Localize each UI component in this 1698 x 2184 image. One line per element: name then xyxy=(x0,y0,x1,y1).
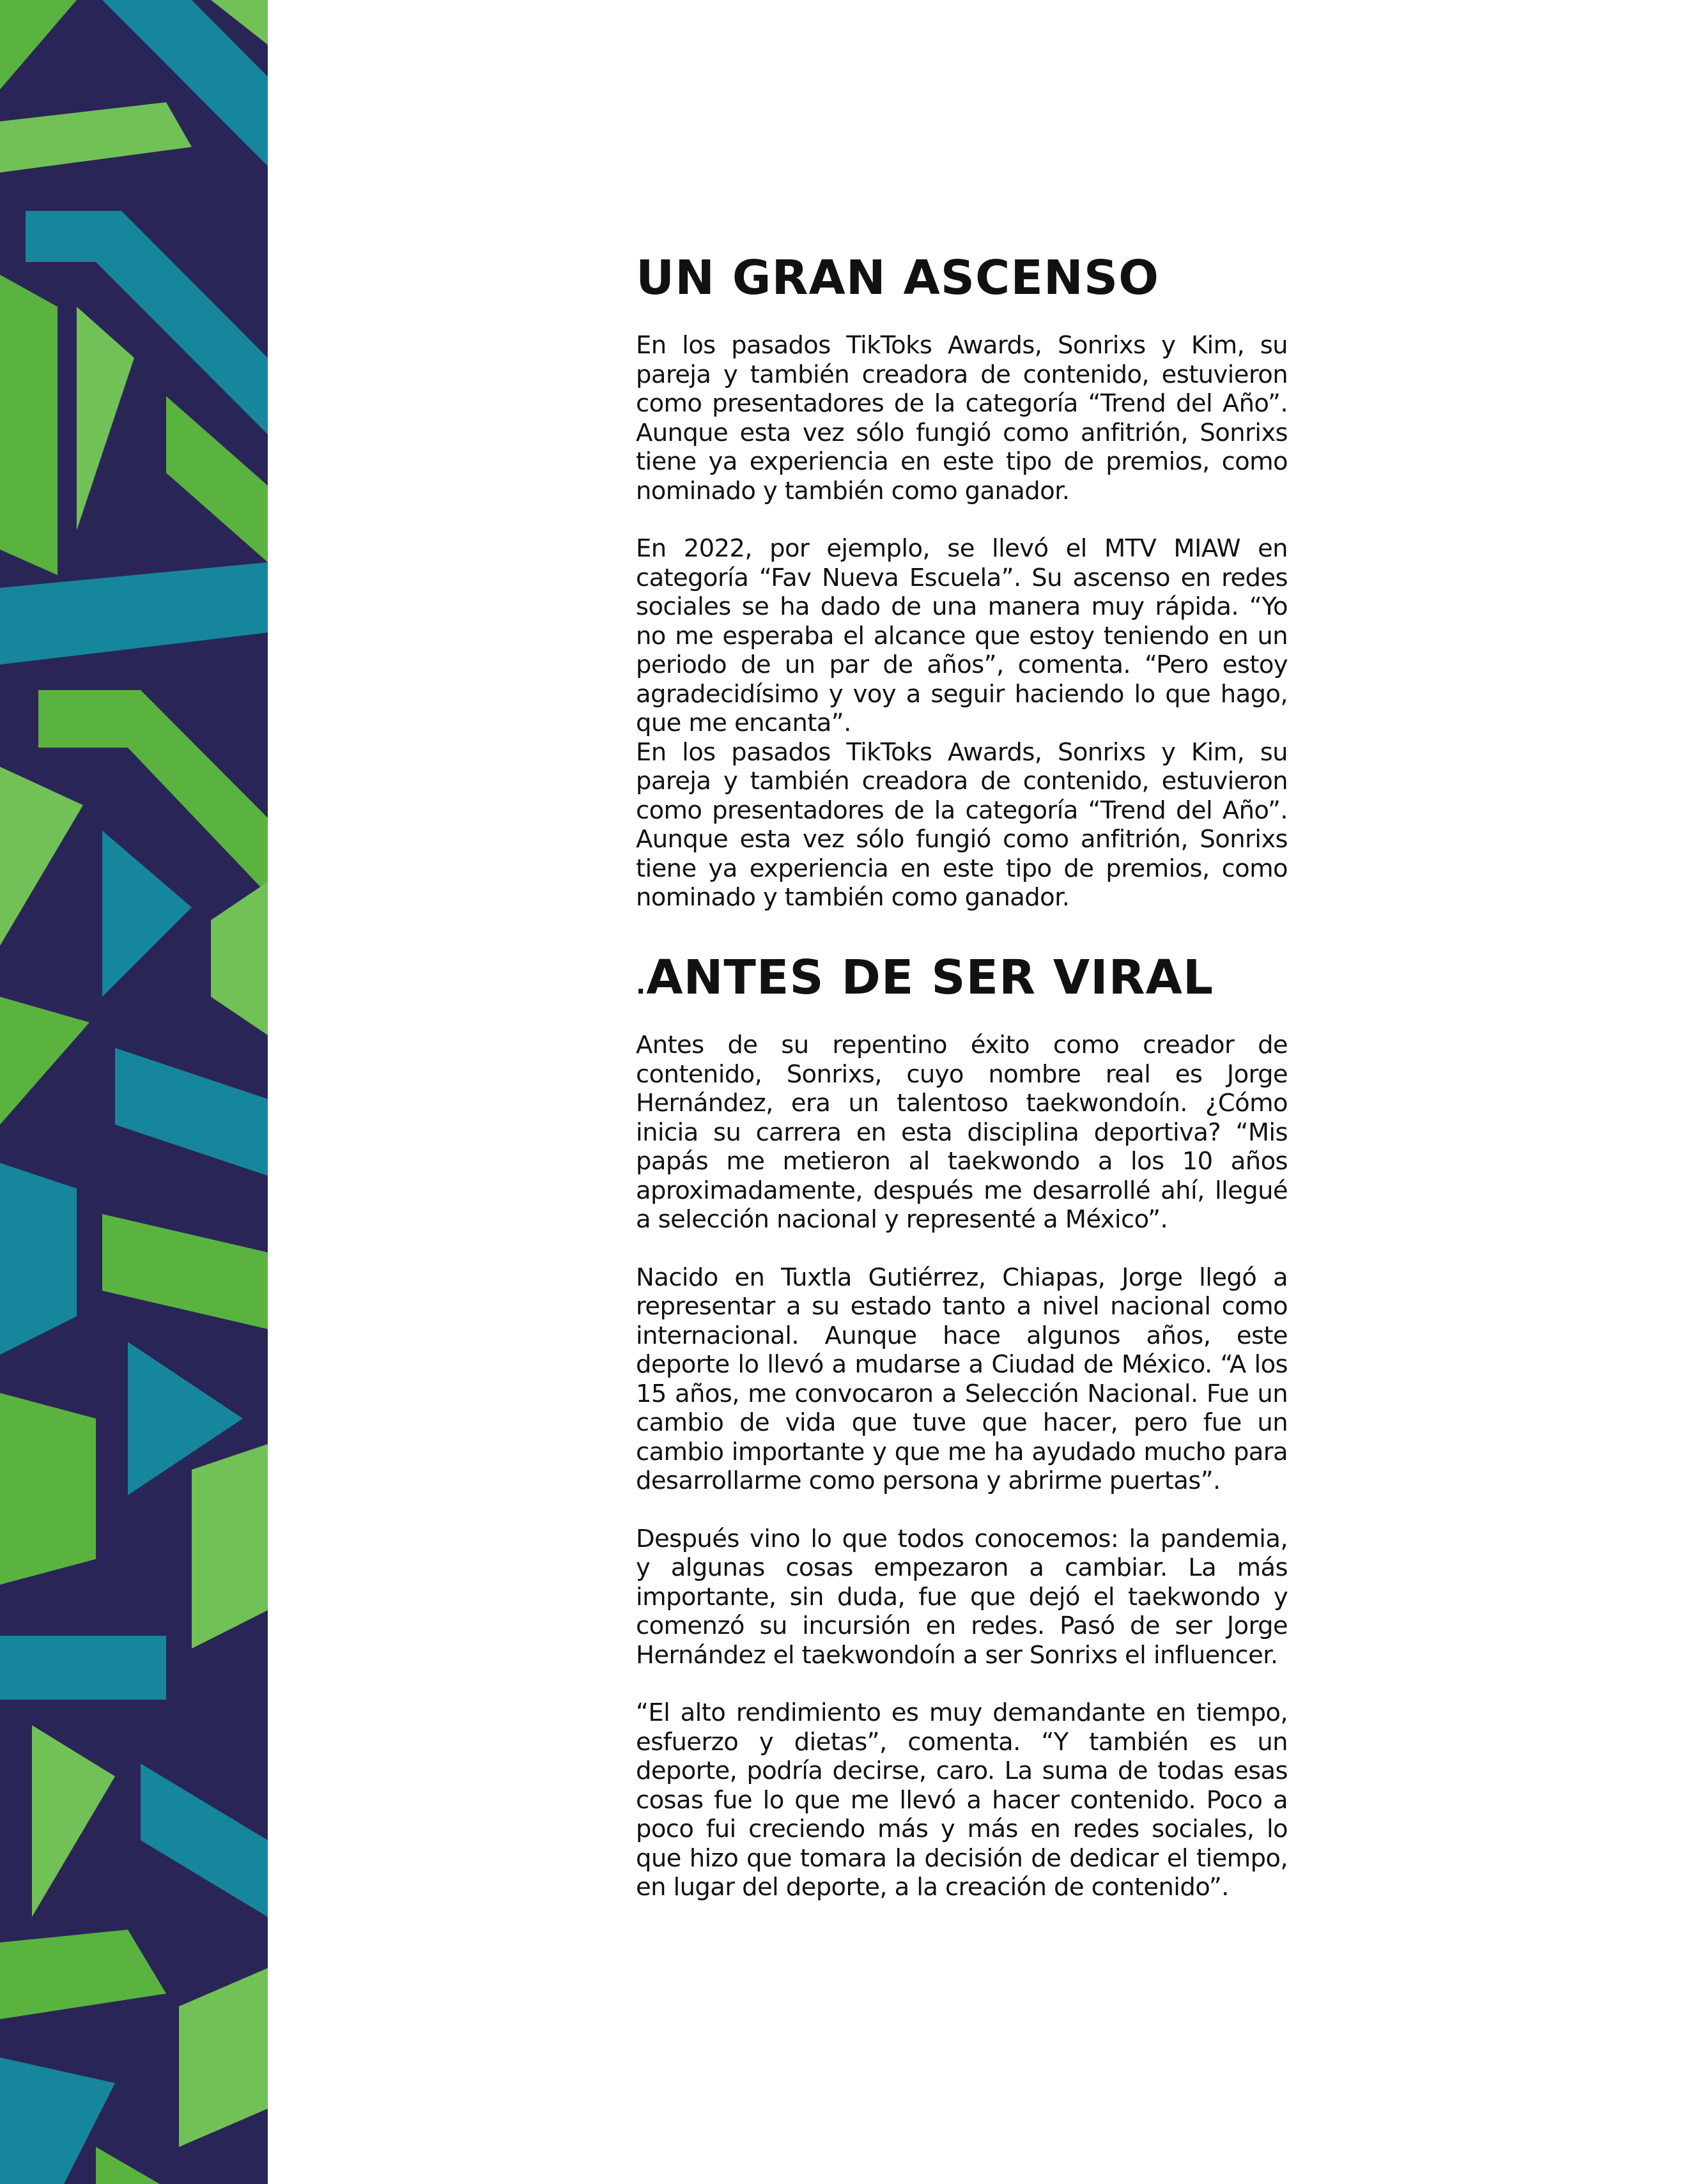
pattern-graphic xyxy=(0,0,268,2184)
article-paragraph: En los pasados TikToks Awards, Sonrixs y Kim, su pareja y también creadora de contenido, estuvieron como presentadores de la categoría “Trend del Año”. Aunque esta vez sólo fungió como anfitrión, Sonrixs tiene ya experiencia en este tipo de premios, como nominado y también como ganador. xyxy=(636,737,1288,912)
section-heading-un-gran-ascenso: UN GRAN ASCENSO xyxy=(636,250,1160,305)
article-paragraph: Nacido en Tuxtla Gutiérrez, Chiapas, Jorge llegó a representar a su estado tanto a nivel nacional como internacional. Aunque hace algunos años, este deporte lo llevó a mudarse a Ciudad de México. “A los 15 años, me convocaron a Selección Nacional. Fue un cambio de vida que tuve que hacer, pero fue un cambio importante y que me ha ayudado mucho para desarrollarme como persona y abrirme puertas”. xyxy=(636,1263,1288,1496)
article-paragraph: Después vino lo que todos conocemos: la pandemia, y algunas cosas empezaron a cambiar. La más importante, sin duda, fue que dejó el taekwondo y comenzó su incursión en redes. Pasó de ser Jorge Hernández el taekwondoín a ser Sonrixs el influencer. xyxy=(636,1524,1288,1670)
article-paragraph: En los pasados TikToks Awards, Sonrixs y Kim, su pareja y también creadora de contenido, estuvieron como presentadores de la categoría “Trend del Año”. Aunque esta vez sólo fungió como anfitrión, Sonrixs tiene ya experiencia en este tipo de premios, como nominado y también como ganador. xyxy=(636,331,1288,505)
article-paragraph: En 2022, por ejemplo, se llevó el MTV MIAW en categoría “Fav Nueva Escuela”. Su ascenso en redes sociales se ha dado de una manera muy rápida. “Yo no me esperaba el alcance que estoy teniendo en un periodo de un par de años”, comenta. “Pero estoy agradecidísimo y voy a seguir haciendo lo que hago, que me encanta”. xyxy=(636,534,1288,738)
article-paragraph: “El alto rendimiento es muy demandante en tiempo, esfuerzo y dietas”, comenta. “Y también es un deporte, podría decirse, caro. La suma de todas esas cosas fue lo que me llevó a hacer contenido. Poco a poco fui creciendo más y más en redes sociales, lo que hizo que tomara la decisión de dedicar el tiempo, en lugar del deporte, a la creación de contenido”. xyxy=(636,1698,1288,1902)
article-column xyxy=(636,252,1288,1931)
geometric-side-pattern xyxy=(0,0,268,2184)
article-paragraph: Antes de su repentino éxito como creador de contenido, Sonrixs, cuyo nombre real es Jorge Hernández, era un talentoso taekwondoín. ¿Cómo inicia su carrera en esta disciplina deportiva? “Mis papás me metieron al taekwondo a los 10 años aproximadamente, después me desarrollé ahí, llegué a selección nacional y representé a México”. xyxy=(636,1031,1288,1234)
section-heading-antes-de-ser-viral: .ANTES DE SER VIRAL xyxy=(636,950,1214,1005)
